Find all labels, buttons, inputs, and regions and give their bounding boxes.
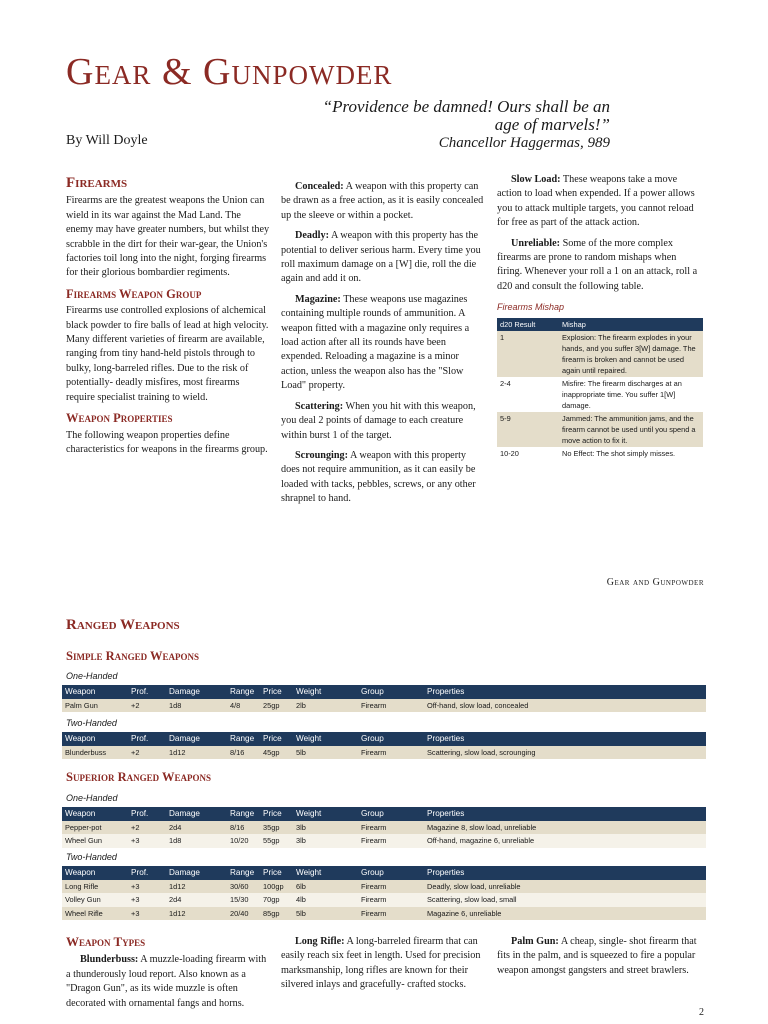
section-heading-firearms: Firearms (66, 175, 128, 191)
table-row (497, 331, 703, 377)
mishap-cell: Jammed: The ammunition jams, and the firearm cannot be used until you spend a move action to fix it. (559, 412, 703, 447)
column-header: Weapon (62, 685, 128, 699)
table-cell: Volley Gun (62, 893, 128, 907)
column-header: Damage (166, 866, 227, 880)
column-header: Range (227, 685, 260, 699)
column-header: Damage (166, 807, 227, 821)
table-cell: Wheel Rifle (62, 907, 128, 921)
column-3 (497, 173, 703, 460)
group-label-one-handed: One-Handed (66, 793, 118, 803)
mishap-header-result: d20 Result (497, 318, 559, 331)
mishap-cell: Misfire: The firearm discharges at an inappropriate time. You suffer 1[W] damage. (562, 378, 682, 410)
table-cell: +2 (128, 699, 166, 713)
table-cell: Firearm (358, 746, 424, 760)
table-cell: 4lb (293, 893, 358, 907)
table-cell: 45gp (260, 746, 293, 760)
column-header: Weapon (62, 807, 128, 821)
table-cell: Firearm (358, 893, 424, 907)
table-cell: +3 (128, 907, 166, 921)
mishap-cell: No Effect: The shot simply misses. (562, 448, 676, 458)
column-header: Prof. (128, 866, 166, 880)
table-cell: 8/16 (227, 746, 260, 760)
property-concealed: Concealed: A weapon with this property can be drawn as a free action, as it is easily concealed up the sleeve or within a pocket. (281, 181, 484, 221)
weapon-table-simple-one-handed (62, 685, 706, 712)
table-cell: 1d12 (166, 907, 227, 921)
property-unreliable: Unreliable: Some of the more complex firearms are prone to random mishaps when firing. Whenever your roll a 1 on an attack, roll a d20 and consult the following table. (497, 237, 698, 292)
table-cell: 1d8 (166, 699, 227, 713)
mishap-table-title: Firearms Mishap (497, 302, 565, 313)
table-row (62, 699, 706, 713)
mishap-cell: 1 (497, 331, 559, 377)
weapon-table-simple-two-handed (62, 732, 706, 759)
table-cell: +3 (128, 880, 166, 894)
column-header: Weapon (62, 732, 128, 746)
table-cell: Firearm (358, 907, 424, 921)
type-palm-gun: Palm Gun: A cheap, single- shot firearm that fits in the palm, and is squeezed to fire a popular weapon amongst gangsters and street brawlers. (497, 936, 697, 976)
table-row (62, 893, 706, 907)
table-cell: Palm Gun (62, 699, 128, 713)
section-heading-weapon-types: Weapon Types (66, 934, 146, 949)
property-slow-load: Slow Load: These weapons take a move action to load when expended. If a power allows you to attack multiple targets, you cannot reload for free as part of the attack action. (497, 174, 695, 229)
weapon-group-text: Firearms use controlled explosions of alchemical black powder to fire balls of lead at high velocity. Many different varieties of firearm are available, ranging from tiny hand-held pistols through to bulky, long-barreled rifles. Due to the risk of potentially- deadly misfires, most firearms require specialist training to wield. (66, 305, 269, 403)
column-header: Group (358, 807, 424, 821)
column-1 (66, 176, 270, 463)
table-cell: 100gp (260, 880, 293, 894)
table-row (62, 834, 706, 848)
subheading-superior-ranged: Superior Ranged Weapons (66, 770, 212, 784)
column-header: Group (358, 866, 424, 880)
table-cell: Magazine 8, slow load, unreliable (424, 821, 706, 835)
column-header: Price (260, 807, 293, 821)
table-row (62, 907, 706, 921)
section-heading-ranged-weapons: Ranged Weapons (66, 617, 180, 633)
firearms-intro: Firearms are the greatest weapons the Union can wield in its war against the Mad Land. The enemy may have greater numbers, but whilst they scrabble in the dirt for their war-gear, the Union's factories toil long into the night, forging firearms for their glorious bombardier regiments. (66, 195, 270, 279)
table-cell: 4/8 (227, 699, 260, 713)
table-cell: Wheel Gun (62, 834, 128, 848)
column-header: Properties (424, 732, 706, 746)
page-number: 2 (699, 1007, 704, 1018)
table-cell: Off-hand, magazine 6, unreliable (424, 834, 706, 848)
table-cell: Pepper-pot (62, 821, 128, 835)
table-cell: 25gp (260, 699, 293, 713)
group-label-one-handed: One-Handed (66, 671, 118, 681)
page-title: Gear & Gunpowder (66, 51, 393, 93)
column-header: Properties (424, 685, 706, 699)
weapon-table-superior-two-handed (62, 866, 706, 920)
table-cell: +2 (128, 746, 166, 760)
column-header: Range (227, 732, 260, 746)
subheading-weapon-group: Firearms Weapon Group (66, 286, 202, 301)
mishap-cell: 2-4 (500, 378, 511, 388)
mishap-cell: 10-20 (500, 448, 519, 458)
table-cell: 5lb (293, 907, 358, 921)
column-header: Weight (293, 732, 358, 746)
table-cell: Scattering, slow load, small (424, 893, 706, 907)
table-cell: 3lb (293, 834, 358, 848)
column-header: Properties (424, 807, 706, 821)
table-cell: +3 (128, 834, 166, 848)
column-header: Prof. (128, 807, 166, 821)
table-row (62, 821, 706, 835)
table-cell: 85gp (260, 907, 293, 921)
type-blunderbuss: Blunderbuss: A muzzle-loading firearm with a thunderously loud report. Also known as a "Dragon Gun", as its wide muzzle is often decorated with ornamental fangs and horns. (66, 954, 267, 1009)
mishap-cell: Explosion: The firearm explodes in your hands, and you suffer 3[W] damage. The firearm is broken and cannot be used again until repaired. (559, 331, 703, 377)
mishap-cell: 5-9 (497, 412, 559, 447)
subheading-simple-ranged: Simple Ranged Weapons (66, 649, 200, 663)
table-cell: 55gp (260, 834, 293, 848)
column-header: Price (260, 685, 293, 699)
table-cell: Blunderbuss (62, 746, 128, 760)
table-cell: +2 (128, 821, 166, 835)
quote-text: “Providence be damned! Ours shall be an age of marvels!” (322, 97, 610, 134)
table-cell: +3 (128, 893, 166, 907)
table-cell: 8/16 (227, 821, 260, 835)
column-header: Damage (166, 732, 227, 746)
types-column-3 (497, 935, 703, 984)
subheading-weapon-properties: Weapon Properties (66, 411, 173, 426)
column-header: Damage (166, 685, 227, 699)
table-cell: Firearm (358, 834, 424, 848)
column-2 (281, 180, 485, 513)
table-cell: Off-hand, slow load, concealed (424, 699, 706, 713)
table-cell: 10/20 (227, 834, 260, 848)
column-header: Weapon (62, 866, 128, 880)
column-header: Price (260, 866, 293, 880)
property-scattering: Scattering: When you hit with this weapon, you deal 2 points of damage to each creature within burst 1 of the target. (281, 400, 476, 441)
types-column-1 (66, 935, 270, 1017)
table-cell: Long Rifle (62, 880, 128, 894)
group-label-two-handed: Two-Handed (66, 852, 117, 862)
column-header: Range (227, 807, 260, 821)
column-header: Prof. (128, 732, 166, 746)
table-cell: 1d12 (166, 746, 227, 760)
column-header: Range (227, 866, 260, 880)
table-cell: Firearm (358, 880, 424, 894)
table-cell: 30/60 (227, 880, 260, 894)
table-cell: Firearm (358, 821, 424, 835)
running-header: Gear and Gunpowder (606, 577, 704, 588)
property-deadly: Deadly: A weapon with this property has the potential to deliver serious harm. Every time you roll maximum damage on a [W] die, roll the die again and add it on. (281, 230, 481, 285)
table-cell: 3lb (293, 821, 358, 835)
column-header: Properties (424, 866, 706, 880)
type-long-rifle: Long Rifle: A long-barreled firearm that can easily reach six feet in length. Used for precision marksmanship, long rifles are known for their silvered inlays and gracefully- crafted stocks. (281, 936, 481, 991)
column-header: Prof. (128, 685, 166, 699)
mishap-table (497, 318, 703, 460)
types-column-2 (281, 935, 485, 999)
table-cell: 20/40 (227, 907, 260, 921)
property-scrounging: Scrounging: A weapon with this property does not require ammunition, as it can easily be loaded with tacks, pebbles, screws, or any other shrapnel to hand. (281, 449, 476, 505)
table-cell: 2lb (293, 699, 358, 713)
column-header: Price (260, 732, 293, 746)
table-cell: Scattering, slow load, scrounging (424, 746, 706, 760)
epigraph (300, 98, 610, 152)
table-cell: 5lb (293, 746, 358, 760)
weapon-properties-text: The following weapon properties define characteristics for weapons in the firearms group. (66, 429, 268, 455)
table-cell: 2d4 (166, 893, 227, 907)
table-cell: 2d4 (166, 821, 227, 835)
property-magazine: Magazine: These weapons use magazines containing multiple rounds of ammunition. A weapon fitted with a magazine only requires a load action after all its rounds have been expended. Reloading a magazine is a minor action, unless the weapon also has the "Slow Load" property. (281, 293, 470, 392)
weapon-table-superior-one-handed (62, 807, 706, 848)
table-cell: Deadly, slow load, unreliable (424, 880, 706, 894)
byline: By Will Doyle (66, 133, 148, 148)
column-header: Weight (293, 866, 358, 880)
table-cell: 15/30 (227, 893, 260, 907)
quote-attribution: Chancellor Haggermas, 989 (438, 135, 610, 151)
table-cell: 6lb (293, 880, 358, 894)
table-row (497, 377, 703, 412)
table-cell: 70gp (260, 893, 293, 907)
table-cell: Magazine 6, unreliable (424, 907, 706, 921)
table-row (497, 447, 703, 460)
mishap-header-mishap: Mishap (559, 318, 703, 331)
column-header: Weight (293, 807, 358, 821)
table-row (62, 746, 706, 760)
table-cell: Firearm (358, 699, 424, 713)
table-row (497, 412, 703, 447)
column-header: Group (358, 685, 424, 699)
table-cell: 35gp (260, 821, 293, 835)
column-header: Group (358, 732, 424, 746)
table-row (62, 880, 706, 894)
column-header: Weight (293, 685, 358, 699)
group-label-two-handed: Two-Handed (66, 718, 117, 728)
table-cell: 1d12 (166, 880, 227, 894)
table-cell: 1d8 (166, 834, 227, 848)
